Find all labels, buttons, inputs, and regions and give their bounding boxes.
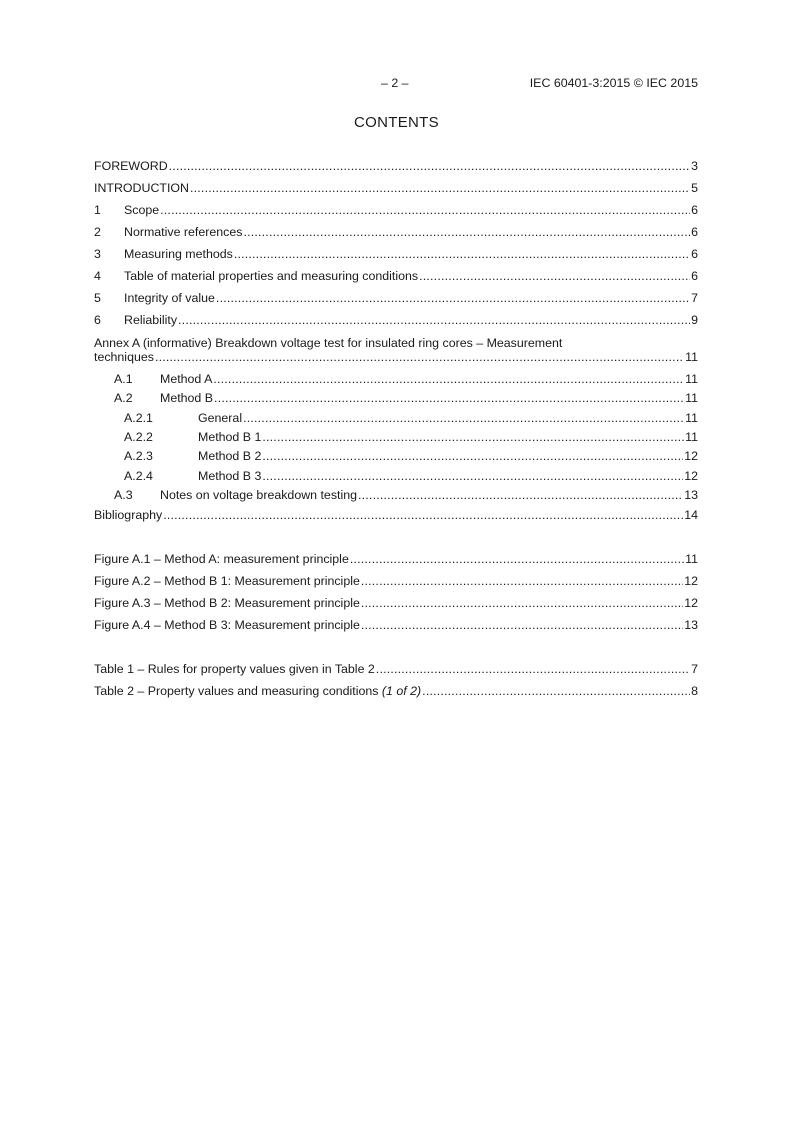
toc-entry-introduction[interactable] bbox=[94, 180, 698, 196]
toc-entry-table-1[interactable] bbox=[94, 661, 698, 677]
toc-page-number: 11 bbox=[685, 391, 698, 405]
toc-entry-label: Reliability bbox=[124, 313, 178, 327]
clause-number: 1 bbox=[94, 203, 101, 217]
toc-entry-figure-a1[interactable] bbox=[94, 551, 698, 567]
subsection-number: A.2.3 bbox=[124, 449, 153, 463]
clause-number: 2 bbox=[94, 225, 101, 239]
toc-page-number: 13 bbox=[684, 488, 698, 502]
toc-entry-clause-6[interactable] bbox=[94, 312, 698, 328]
leader-dots bbox=[422, 683, 690, 699]
leader-dots bbox=[234, 246, 690, 262]
leader-dots bbox=[419, 268, 690, 284]
leader-dots bbox=[262, 448, 683, 464]
toc-page-number: 12 bbox=[684, 574, 698, 588]
leader-dots bbox=[350, 551, 684, 567]
toc-entry-label: Table of material properties and measuring conditions bbox=[124, 269, 419, 283]
figure-caption: Figure A.1 – Method A: measurement principle bbox=[94, 552, 349, 566]
toc-page-number: 11 bbox=[685, 411, 698, 425]
toc-page-number: 14 bbox=[684, 508, 698, 522]
toc-page-number: 6 bbox=[691, 203, 698, 217]
toc-entry-annex-a[interactable] bbox=[94, 349, 698, 365]
toc-page-number: 12 bbox=[684, 469, 698, 483]
subsection-number: A.2.4 bbox=[124, 469, 153, 483]
toc-entry-a1[interactable] bbox=[114, 371, 698, 387]
toc-page-number: 11 bbox=[685, 552, 698, 566]
toc-entry-label: Bibliography bbox=[94, 508, 163, 522]
toc-entry-a2-3[interactable] bbox=[124, 448, 698, 464]
toc-entry-a2-2[interactable] bbox=[124, 429, 698, 445]
clause-number: 5 bbox=[94, 291, 101, 305]
toc-entry-foreword[interactable] bbox=[94, 158, 698, 174]
toc-entry-a3[interactable] bbox=[114, 487, 698, 503]
leader-dots bbox=[361, 617, 683, 633]
page-title: CONTENTS bbox=[354, 114, 439, 131]
toc-entry-label: Scope bbox=[124, 203, 160, 217]
toc-page-number: 5 bbox=[691, 181, 698, 195]
toc-entry-label: General bbox=[198, 411, 243, 425]
leader-dots bbox=[243, 224, 690, 240]
toc-entry-label: Method B bbox=[160, 391, 214, 405]
clause-number: 3 bbox=[94, 247, 101, 261]
toc-page-number: 9 bbox=[691, 313, 698, 327]
toc-page-number: 11 bbox=[685, 350, 698, 364]
clause-number: 6 bbox=[94, 313, 101, 327]
toc-entry-a2-1[interactable] bbox=[124, 410, 698, 426]
toc-entry-clause-2[interactable] bbox=[94, 224, 698, 240]
toc-entry-figure-a4[interactable] bbox=[94, 617, 698, 633]
toc-entry-figure-a2[interactable] bbox=[94, 573, 698, 589]
toc-entry-bibliography[interactable] bbox=[94, 507, 698, 523]
figure-caption: Figure A.4 – Method B 3: Measurement principle bbox=[94, 618, 360, 632]
leader-dots bbox=[216, 290, 690, 306]
toc-entry-label: Method A bbox=[160, 372, 213, 386]
toc-entry-a2-4[interactable] bbox=[124, 468, 698, 484]
table-caption-part: (1 of 2) bbox=[381, 684, 422, 698]
toc-entry-annex-a-title[interactable]: Annex A (informative) Breakdown voltage test for insulated ring cores – Measurement bbox=[94, 336, 563, 350]
toc-entry-clause-5[interactable] bbox=[94, 290, 698, 306]
toc-page-number: 12 bbox=[684, 596, 698, 610]
section-number: A.3 bbox=[114, 488, 133, 502]
figure-caption: Figure A.2 – Method B 1: Measurement principle bbox=[94, 574, 360, 588]
leader-dots bbox=[169, 158, 690, 174]
subsection-number: A.2.2 bbox=[124, 430, 153, 444]
toc-entry-clause-4[interactable] bbox=[94, 268, 698, 284]
leader-dots bbox=[160, 202, 690, 218]
page-number: – 2 – bbox=[381, 76, 409, 90]
leader-dots bbox=[178, 312, 690, 328]
leader-dots bbox=[361, 595, 683, 611]
figure-caption: Figure A.3 – Method B 2: Measurement principle bbox=[94, 596, 360, 610]
toc-page-number: 6 bbox=[691, 269, 698, 283]
toc-entry-label: FOREWORD bbox=[94, 159, 168, 173]
leader-dots bbox=[376, 661, 690, 677]
toc-page-number: 8 bbox=[691, 684, 698, 698]
toc-entry-a2[interactable] bbox=[114, 390, 698, 406]
leader-dots bbox=[214, 390, 684, 406]
leader-dots bbox=[361, 573, 683, 589]
toc-entry-label: Normative references bbox=[124, 225, 243, 239]
toc-entry-table-2[interactable] bbox=[94, 683, 698, 699]
toc-page-number: 13 bbox=[684, 618, 698, 632]
toc-page-number: 11 bbox=[685, 372, 698, 386]
toc-page-number: 3 bbox=[691, 159, 698, 173]
toc-page-number: 7 bbox=[691, 291, 698, 305]
leader-dots bbox=[155, 349, 684, 365]
leader-dots bbox=[243, 410, 684, 426]
leader-dots bbox=[262, 468, 683, 484]
toc-entry-label: Measuring methods bbox=[124, 247, 233, 261]
table-caption: Table 1 – Rules for property values given in Table 2 bbox=[94, 662, 375, 676]
document-reference: IEC 60401-3:2015 © IEC 2015 bbox=[529, 76, 698, 90]
toc-page-number: 7 bbox=[691, 662, 698, 676]
toc-entry-label: Method B 3 bbox=[198, 469, 262, 483]
toc-page-number: 11 bbox=[685, 430, 698, 444]
toc-entry-label: Integrity of value bbox=[124, 291, 215, 305]
toc-entry-label: Method B 2 bbox=[198, 449, 262, 463]
leader-dots bbox=[262, 429, 684, 445]
table-caption-main: Table 2 – Property values and measuring conditions bbox=[94, 684, 382, 698]
toc-page-number: 12 bbox=[684, 449, 698, 463]
toc-entry-label: Method B 1 bbox=[198, 430, 262, 444]
toc-entry-clause-1[interactable] bbox=[94, 202, 698, 218]
leader-dots bbox=[163, 507, 683, 523]
section-number: A.1 bbox=[114, 372, 133, 386]
subsection-number: A.2.1 bbox=[124, 411, 153, 425]
toc-entry-label: techniques bbox=[94, 350, 154, 364]
section-number: A.2 bbox=[114, 391, 133, 405]
table-caption bbox=[94, 683, 421, 699]
toc-entry-label: INTRODUCTION bbox=[94, 181, 189, 195]
leader-dots bbox=[190, 180, 690, 196]
toc-page-number: 6 bbox=[691, 247, 698, 261]
leader-dots bbox=[358, 487, 683, 503]
toc-page-number: 6 bbox=[691, 225, 698, 239]
clause-number: 4 bbox=[94, 269, 101, 283]
leader-dots bbox=[213, 371, 684, 387]
toc-entry-clause-3[interactable] bbox=[94, 246, 698, 262]
toc-entry-label: Notes on voltage breakdown testing bbox=[160, 488, 357, 502]
toc-entry-figure-a3[interactable] bbox=[94, 595, 698, 611]
